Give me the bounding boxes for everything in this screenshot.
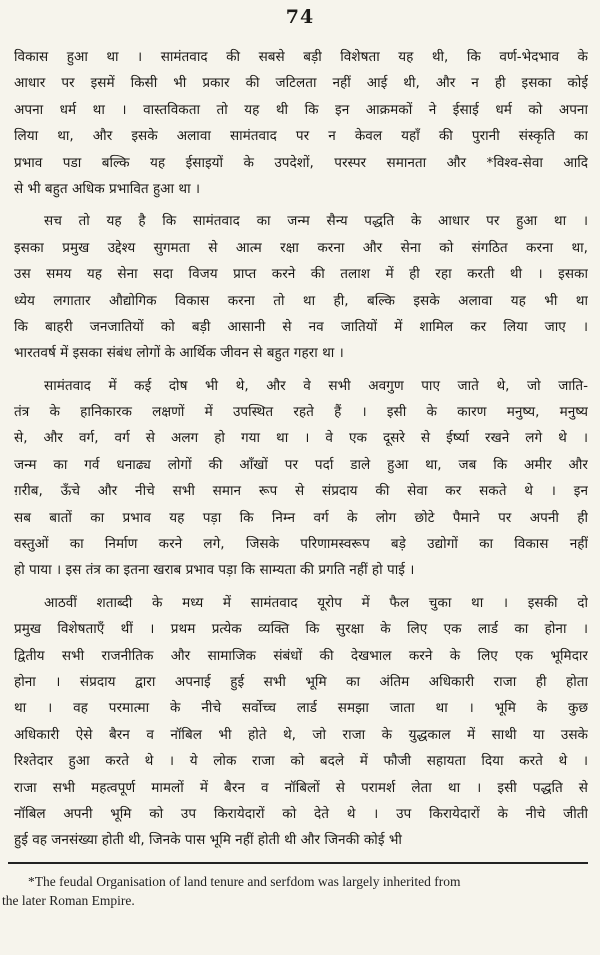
text-line: था । वह परमात्मा के नीचे सर्वोच्च लार्ड समझा जाता था । भूमि के कुछ [14, 700, 588, 717]
text-line: वस्तुओं का निर्माण करने लगे, जिसके परिणामस्वरूप बड़े उद्योगों का विकास नहीं [14, 536, 588, 553]
footnote-line: the later Roman Empire. [2, 893, 135, 908]
text-line: विकास हुआ था । सामंतवाद की सबसे बड़ी विशेषता यह थी, कि वर्ण-भेदभाव के [14, 49, 588, 65]
text-line: राजा सभी महत्वपूर्ण मामलों में बैरन व नॉबिलों से परामर्श लेता था । इसी पद्धति से [14, 779, 588, 796]
text-line: जन्म का गर्व धनाढ्य लोगों की आँखों पर पर्दा डाले हुआ था, जब कि अमीर और [14, 456, 588, 473]
paragraph [14, 208, 588, 366]
text-line: ग़रीब, ऊँचे और नीचे सभी समान रूप से संप्रदाय की सेवा कर सकते थे । इन [14, 483, 588, 500]
text-line: तंत्र के हानिकारक लक्षणों में उपस्थित रहते हैं । इसी के कारण मनुष्य, मनुष्य [14, 404, 588, 421]
text-line: से भी बहुत अधिक प्रभावित हुआ था । [14, 180, 201, 197]
text-line: भारतवर्ष में इसका संबंध लोगों के आर्थिक जीवन से बहुत गहरा था । [14, 345, 344, 362]
paragraph [14, 44, 588, 202]
text-line: द्वितीय सभी राजनीतिक और सामाजिक संबंधों की देखभाल करने के लिए एक भूमिदार [14, 647, 588, 664]
text-line: आठवीं शताब्दी के मध्य में सामंतवाद यूरोप में फैल चुका था । इसकी दो [44, 594, 588, 611]
text-line: सच तो यह है कि सामंतवाद का जन्म सैन्य पद्धति के आधार पर हुआ था । [44, 213, 588, 230]
body-text [14, 44, 588, 860]
paragraph [14, 590, 588, 854]
text-line: प्रमुख विशेषताएँ थीं । प्रथम प्रत्येक व्यक्ति कि सुरक्षा के लिए एक लार्ड का होना । [14, 621, 588, 638]
footnote-divider [8, 862, 588, 864]
text-line: अपना धर्म था । वास्तविकता तो यह थी कि इन आक्रमकों ने ईसाई धर्म को अपना [14, 101, 588, 118]
paragraph [14, 373, 588, 584]
text-line: से, और वर्ग, वर्ग से अलग हो गया था । वे एक दूसरे से ईर्ष्या रखने लगे थे । [14, 430, 588, 447]
page-number: 74 [285, 6, 315, 28]
text-line: ध्येय लगातार औद्योगिक विकास करना तो था ही, बल्कि इसके अलावा यह भी था [14, 292, 588, 309]
text-line: प्रभाव पडा बल्कि यह ईसाइयों के उपदेशों, परस्पर समानता और *विश्व-सेवा आदि [14, 154, 588, 171]
footnote-line: *The feudal Organisation of land tenure and serfdom was largely inherited from [28, 874, 461, 889]
text-line: लिया था, और इसके अलावा सामंतवाद पर न केवल यहाँ की पुरानी संस्कृति का [14, 128, 588, 145]
text-line: अधिकारी ऐसे बैरन व नॉबिल भी होते थे, जो राजा के युद्धकाल में साथी या उसके [14, 726, 588, 743]
text-line: सामंतवाद में कई दोष भी थे, और वे सभी अवगुण पाए जाते थे, जो जाति- [44, 377, 588, 394]
text-line: हुई वह जनसंख्या होती थी, जिनके पास भूमि नहीं होती थी और जिनकी कोई भी [14, 832, 402, 849]
text-line: आधार पर इसमें किसी भी प्रकार की जटिलता नहीं आई थी, और न ही इसका कोई [14, 75, 588, 92]
text-line: हो पाया । इस तंत्र का इतना खराब प्रभाव पड़ा कि साम्यता की प्रगति नहीं हो पाई । [14, 562, 415, 579]
text-line: उस समय यह सेना सदा विजय प्राप्त करने की तलाश में ही रहा करती थी । इसका [14, 266, 588, 283]
text-line: रिश्तेदार हुआ करते थे । ये लोक राजा को बदले में फौजी सहायता दिया करते थे । [14, 753, 588, 770]
footnote [2, 872, 592, 910]
text-line: इसका प्रमुख उद्देश्य सुगमता से आत्म रक्षा करना और सेना को संगठित करना था, [14, 239, 588, 256]
text-line: होना । संप्रदाय द्वारा अपनाई हुई सभी भूमि का अंतिम अधिकारी राजा ही होता [14, 673, 588, 690]
text-line: सब बातों का प्रभाव यह पड़ा कि निम्न वर्ग के लोग छोटे पैमाने पर अपनी ही [14, 509, 588, 526]
text-line: नॉबिल अपनी भूमि को उप किरायेदारों को देते थे । उप किरायेदारों के नीचे जीती [14, 805, 588, 822]
text-line: कि बाहरी जनजातियों को बड़ी आसानी से नव जातियों में शामिल कर लिया जाए । [14, 318, 588, 335]
